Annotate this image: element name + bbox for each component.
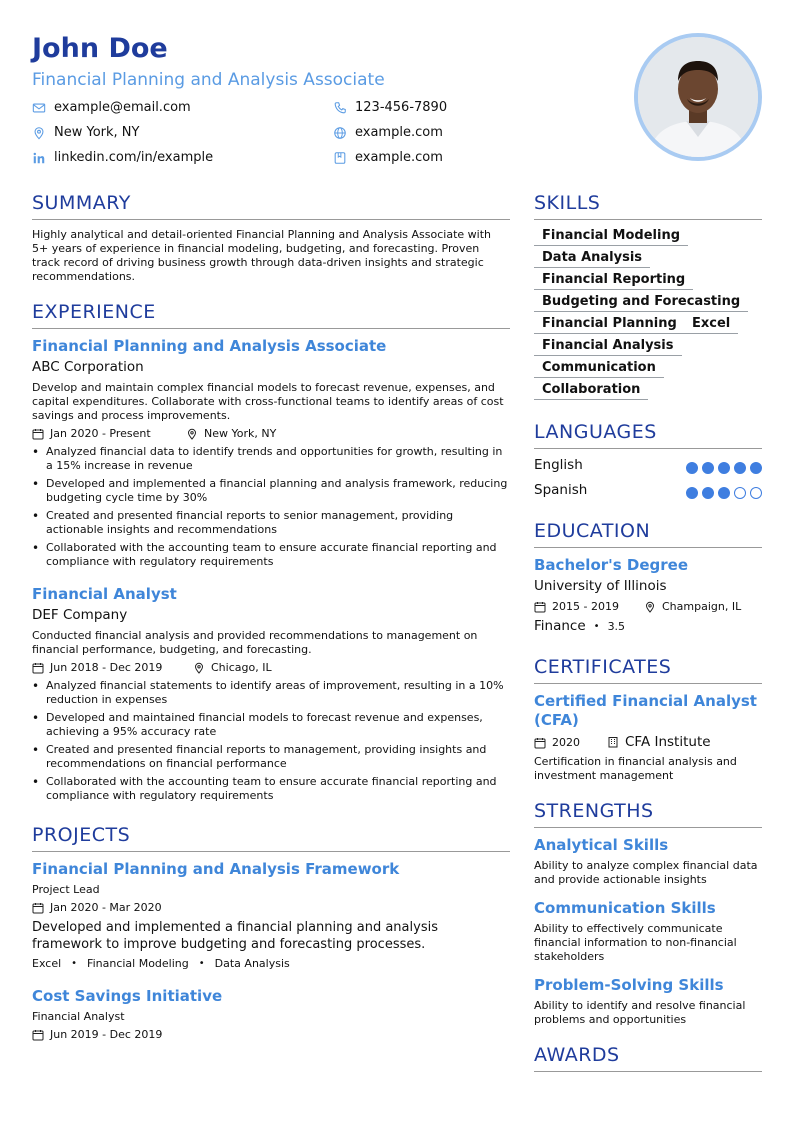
phone-text: 123-456-7890 — [355, 100, 448, 115]
certificates-heading: CERTIFICATES — [534, 656, 672, 678]
job-location: New York, NY — [186, 427, 276, 440]
proficiency-dot — [750, 462, 762, 474]
certificate-description: Certification in financial analysis and investment management — [534, 755, 737, 782]
job-bullet: • Collaborated with the accounting team to ensure accurate financial reporting and compliance with regulatory requirements — [32, 541, 510, 569]
job-bullet: • Developed and maintained financial models to forecast revenue and expenses, achieving a 95% accuracy rate — [32, 711, 510, 739]
certificates-divider — [534, 683, 762, 684]
skill-tag: Communication — [534, 360, 664, 378]
website-text: example.com — [355, 125, 443, 140]
proficiency-dot — [702, 487, 714, 499]
contact-website[interactable] — [333, 125, 443, 140]
phone-icon — [333, 101, 347, 115]
skill-tag: Financial Modeling — [534, 228, 688, 246]
project-description: Developed and implemented a financial planning and analysis framework to improve budgeting and forecasting processes. — [32, 920, 438, 952]
strengths-heading: STRENGTHS — [534, 800, 654, 822]
experience-heading: EXPERIENCE — [32, 301, 156, 323]
job-location: Chicago, IL — [193, 661, 272, 674]
linkedin-icon — [32, 151, 46, 165]
strength-text: Ability to analyze complex financial data and provide actionable insights — [534, 859, 758, 886]
tag-separator: • — [71, 958, 78, 969]
job-bullet: • Collaborated with the accounting team to ensure accurate financial reporting and compliance with regulatory requirements — [32, 775, 510, 803]
project-role: Financial Analyst — [32, 1010, 125, 1023]
tag-separator: • — [198, 958, 205, 969]
job-company: ABC Corporation — [32, 359, 144, 375]
project-tag: Financial Modeling — [87, 957, 189, 970]
education-location: Champaign, IL — [644, 600, 741, 613]
proficiency-dot — [734, 487, 746, 499]
summary-heading: SUMMARY — [32, 192, 131, 214]
certificate-issuer: CFA Institute — [607, 734, 711, 750]
proficiency-dot — [718, 487, 730, 499]
project-tags — [32, 957, 290, 970]
skill-tag: Financial Reporting — [534, 272, 693, 290]
language-level-spanish — [686, 487, 762, 499]
globe-icon — [333, 126, 347, 140]
skills-divider — [534, 219, 762, 220]
summary-text: Highly analytical and detail-oriented Financial Planning and Analysis Associate with 5+ years of experience in financial modeling, budgeting, and forecasting. Proven track record of driving business growth through data-driven insights and strategic recommendations. — [32, 228, 491, 283]
job-description: Develop and maintain complex financial models to forecast revenue, expenses, and capital expenditures. Collaborate with cross-functional teams to identify areas of cost savings and process improvements. — [32, 381, 504, 422]
education-heading: EDUCATION — [534, 520, 651, 542]
mail-icon — [32, 101, 46, 115]
skill-tag: Budgeting and Forecasting — [534, 294, 748, 312]
location-pin-icon — [644, 601, 656, 613]
projects-heading: PROJECTS — [32, 824, 131, 846]
calendar-icon — [32, 902, 44, 914]
email-text: example@email.com — [54, 100, 191, 115]
job-dates: Jun 2018 - Dec 2019 — [32, 661, 162, 674]
skill-tag: Financial Planning — [534, 316, 685, 334]
job-bullet: • Created and presented financial reports to senior management, providing actionable insights and recommendations — [32, 509, 510, 537]
job-title: Financial Planning and Analysis Associate — [32, 337, 387, 355]
contact-portfolio[interactable] — [333, 150, 443, 165]
location-pin-icon — [193, 662, 205, 674]
education-dates: 2015 - 2019 — [534, 600, 619, 613]
gpa-value: 3.5 — [607, 619, 626, 633]
degree-title: Bachelor's Degree — [534, 556, 688, 574]
school-name: University of Illinois — [534, 578, 667, 594]
project-title: Cost Savings Initiative — [32, 987, 223, 1005]
project-tag: Excel — [32, 957, 62, 970]
calendar-icon — [534, 601, 546, 613]
contact-linkedin[interactable] — [32, 150, 213, 165]
strength-text: Ability to identify and resolve financial problems and opportunities — [534, 999, 746, 1026]
proficiency-dot — [750, 487, 762, 499]
profile-photo — [634, 33, 762, 161]
project-dates: Jan 2020 - Mar 2020 — [32, 901, 162, 914]
language-level-english — [686, 462, 762, 474]
linkedin-text: linkedin.com/in/example — [54, 150, 214, 165]
location-pin-icon — [186, 428, 198, 440]
strength-text: Ability to effectively communicate financial information to non-financial stakeholders — [534, 922, 737, 963]
awards-divider — [534, 1071, 762, 1072]
proficiency-dot — [702, 462, 714, 474]
skill-tag: Excel — [684, 316, 738, 334]
languages-heading: LANGUAGES — [534, 421, 657, 443]
strength-title: Analytical Skills — [534, 836, 669, 854]
job-bullet: • Analyzed financial statements to identify areas of improvement, resulting in a 10% reduction in expenses — [32, 679, 510, 707]
strength-title: Problem-Solving Skills — [534, 976, 724, 994]
candidate-name: John Doe — [32, 33, 168, 64]
experience-divider — [32, 328, 510, 329]
certificate-year: 2020 — [534, 736, 580, 749]
skills-heading: SKILLS — [534, 192, 601, 214]
project-dates: Jun 2019 - Dec 2019 — [32, 1028, 162, 1041]
calendar-icon — [32, 1029, 44, 1041]
education-field — [534, 618, 625, 634]
job-company: DEF Company — [32, 607, 128, 623]
job-bullet: • Created and presented financial reports to management, providing insights and recommendations on financial performance — [32, 743, 510, 771]
awards-heading: AWARDS — [534, 1044, 620, 1066]
job-dates: Jan 2020 - Present — [32, 427, 151, 440]
proficiency-dot — [734, 462, 746, 474]
proficiency-dot — [686, 487, 698, 499]
contact-phone[interactable] — [333, 100, 447, 115]
certificate-name: Certified Financial Analyst (CFA) — [534, 692, 757, 729]
projects-divider — [32, 851, 510, 852]
location-pin-icon — [32, 126, 46, 140]
project-tag: Data Analysis — [214, 957, 290, 970]
project-role: Project Lead — [32, 883, 100, 896]
job-bullet: • Developed and implemented a financial planning and analysis framework, reducing budgeting cycle time by 30% — [32, 477, 510, 505]
language-name: Spanish — [534, 482, 588, 498]
languages-divider — [534, 448, 762, 449]
skill-tag: Data Analysis — [534, 250, 650, 268]
job-description: Conducted financial analysis and provided recommendations to management on financial performance, budgeting, and forecasting. — [32, 629, 478, 656]
calendar-icon — [32, 428, 44, 440]
candidate-role: Financial Planning and Analysis Associate — [32, 70, 385, 90]
calendar-icon — [534, 737, 546, 749]
field-separator: • — [593, 620, 600, 632]
summary-divider — [32, 219, 510, 220]
strengths-divider — [534, 827, 762, 828]
calendar-icon — [32, 662, 44, 674]
contact-location — [32, 125, 139, 140]
portfolio-text: example.com — [355, 150, 443, 165]
skill-tag: Collaboration — [534, 382, 648, 400]
job-title: Financial Analyst — [32, 585, 177, 603]
building-icon — [607, 736, 619, 748]
proficiency-dot — [686, 462, 698, 474]
location-text: New York, NY — [54, 125, 140, 140]
language-name: English — [534, 457, 583, 473]
education-divider — [534, 547, 762, 548]
project-title: Financial Planning and Analysis Framework — [32, 860, 400, 878]
skill-tag: Financial Analysis — [534, 338, 682, 356]
bookmark-icon — [333, 151, 347, 165]
proficiency-dot — [718, 462, 730, 474]
strength-title: Communication Skills — [534, 899, 716, 917]
contact-email[interactable] — [32, 100, 191, 115]
job-bullet: • Analyzed financial data to identify trends and opportunities for growth, resulting in a 15% increase in revenue — [32, 445, 510, 473]
field-of-study: Finance — [534, 618, 586, 634]
